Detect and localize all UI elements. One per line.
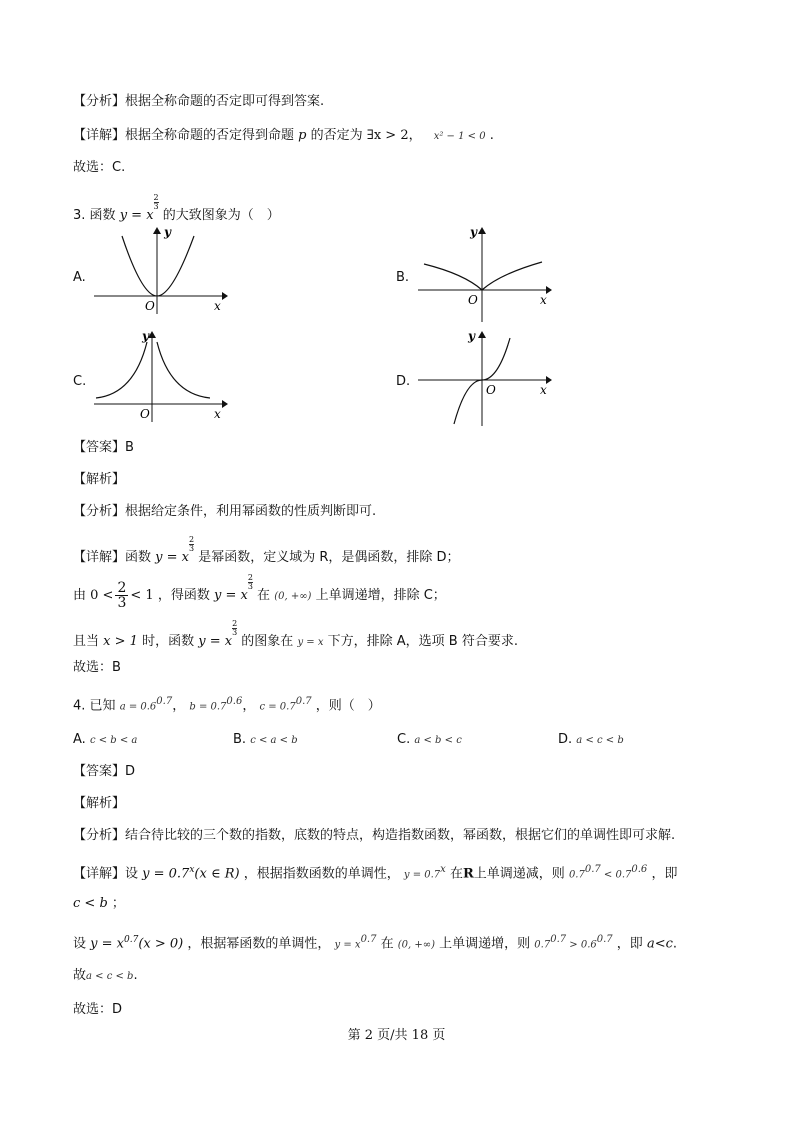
q2-analysis: 【分析】根据全称命题的否定即可得到答案.: [73, 94, 325, 109]
graph-a-origin: O: [145, 299, 155, 313]
q3-detail-2: 由 0 < $\frac{2}{3}$ < 1 ，得函数 y = x $\frac{2}{3}$ 在 (0, +∞) 上单调递增，排除 C；: [73, 573, 446, 611]
q3-option-d-label: D.: [396, 374, 411, 389]
q4-option-a: A. c < b < a: [73, 732, 138, 747]
q2-detail: 【详解】根据全称命题的否定得到命题 p 的否定为 ∃x > 2， x² − 1 < 0 .: [73, 128, 494, 143]
graph-b-y-label: y: [470, 225, 477, 239]
q3-stem: 3. 函数 y = x $\frac{2}{3}$ 的大致图象为（ ）: [73, 193, 280, 223]
graph-a: [90, 224, 230, 316]
graph-d-y-label: y: [468, 329, 475, 343]
q4-stem: 4. 已知 $a = 0.6^{0.7}$， $b = 0.7^{0.6}$， $c = 0.7^{0.7}$ ，则（ ）: [73, 696, 381, 714]
q3-choose: 故选：B: [73, 660, 121, 675]
graph-d-x-label: x: [540, 383, 547, 397]
q4-detail-3: 故a < c < b.: [73, 968, 138, 983]
q4-detail-2: 设 $y = x^{0.7}(x > 0)$ ，根据幂函数的单调性， $y = x^{0.7}$ 在 (0, +∞) 上单调递增，则 $0.7^{0.7} > 0.6^{0.7}$ ，即 a<c.: [73, 934, 678, 952]
q4-analysis: 【分析】结合待比较的三个数的指数，底数的特点，构造指数函数，幂函数，根据它们的单调性即可求解.: [73, 828, 676, 843]
q3-detail-1: 【详解】函数 y = x $\frac{2}{3}$ 是幂函数，定义域为 R，是偶函数，排除 D；: [73, 535, 460, 565]
graph-b: [414, 224, 554, 324]
graph-d: [414, 328, 554, 428]
q4-detail-1: 【详解】设 $y = 0.7^x(x$ ∈ R) ，根据指数函数的单调性， $y = 0.7^x$ 在R上单调递减，则 $0.7^{0.7} < 0.7^{0.6}$ ，即: [73, 864, 678, 882]
q3-option-b-label: B.: [396, 270, 410, 285]
q3-option-c-label: C.: [73, 374, 87, 389]
q4-choose: 故选：D: [73, 1002, 123, 1017]
q2-choose: 故选：C.: [73, 160, 126, 175]
graph-a-y-label: y: [164, 225, 171, 239]
q3-analysis: 【分析】根据给定条件，利用幂函数的性质判断即可.: [73, 504, 377, 519]
graph-a-x-label: x: [214, 299, 221, 313]
graph-b-origin: O: [468, 293, 478, 307]
graph-c-origin: O: [140, 407, 150, 421]
graph-c: [90, 328, 230, 424]
q4-jiexi: 【解析】: [73, 796, 126, 811]
page-footer: 第 2 页/共 18 页: [347, 1028, 446, 1043]
q4-option-b: B. c < a < b: [233, 732, 298, 747]
graph-c-y-label: y: [142, 329, 149, 343]
q3-detail-3: 且当 x > 1 时，函数 y = x $\frac{2}{3}$ 的图象在 y = x 下方，排除 A，选项 B 符合要求.: [73, 619, 518, 649]
q3-answer: 【答案】B: [73, 440, 134, 455]
q4-detail-1b: c < b ；: [73, 896, 125, 911]
q3-jiexi: 【解析】: [73, 472, 126, 487]
graph-c-x-label: x: [214, 407, 221, 421]
q4-option-c: C. a < b < c: [397, 732, 462, 747]
q3-option-a-label: A.: [73, 270, 86, 285]
graph-d-origin: O: [486, 383, 496, 397]
q4-option-d: D. a < c < b: [558, 732, 624, 747]
q4-answer: 【答案】D: [73, 764, 136, 779]
graph-b-x-label: x: [540, 293, 547, 307]
